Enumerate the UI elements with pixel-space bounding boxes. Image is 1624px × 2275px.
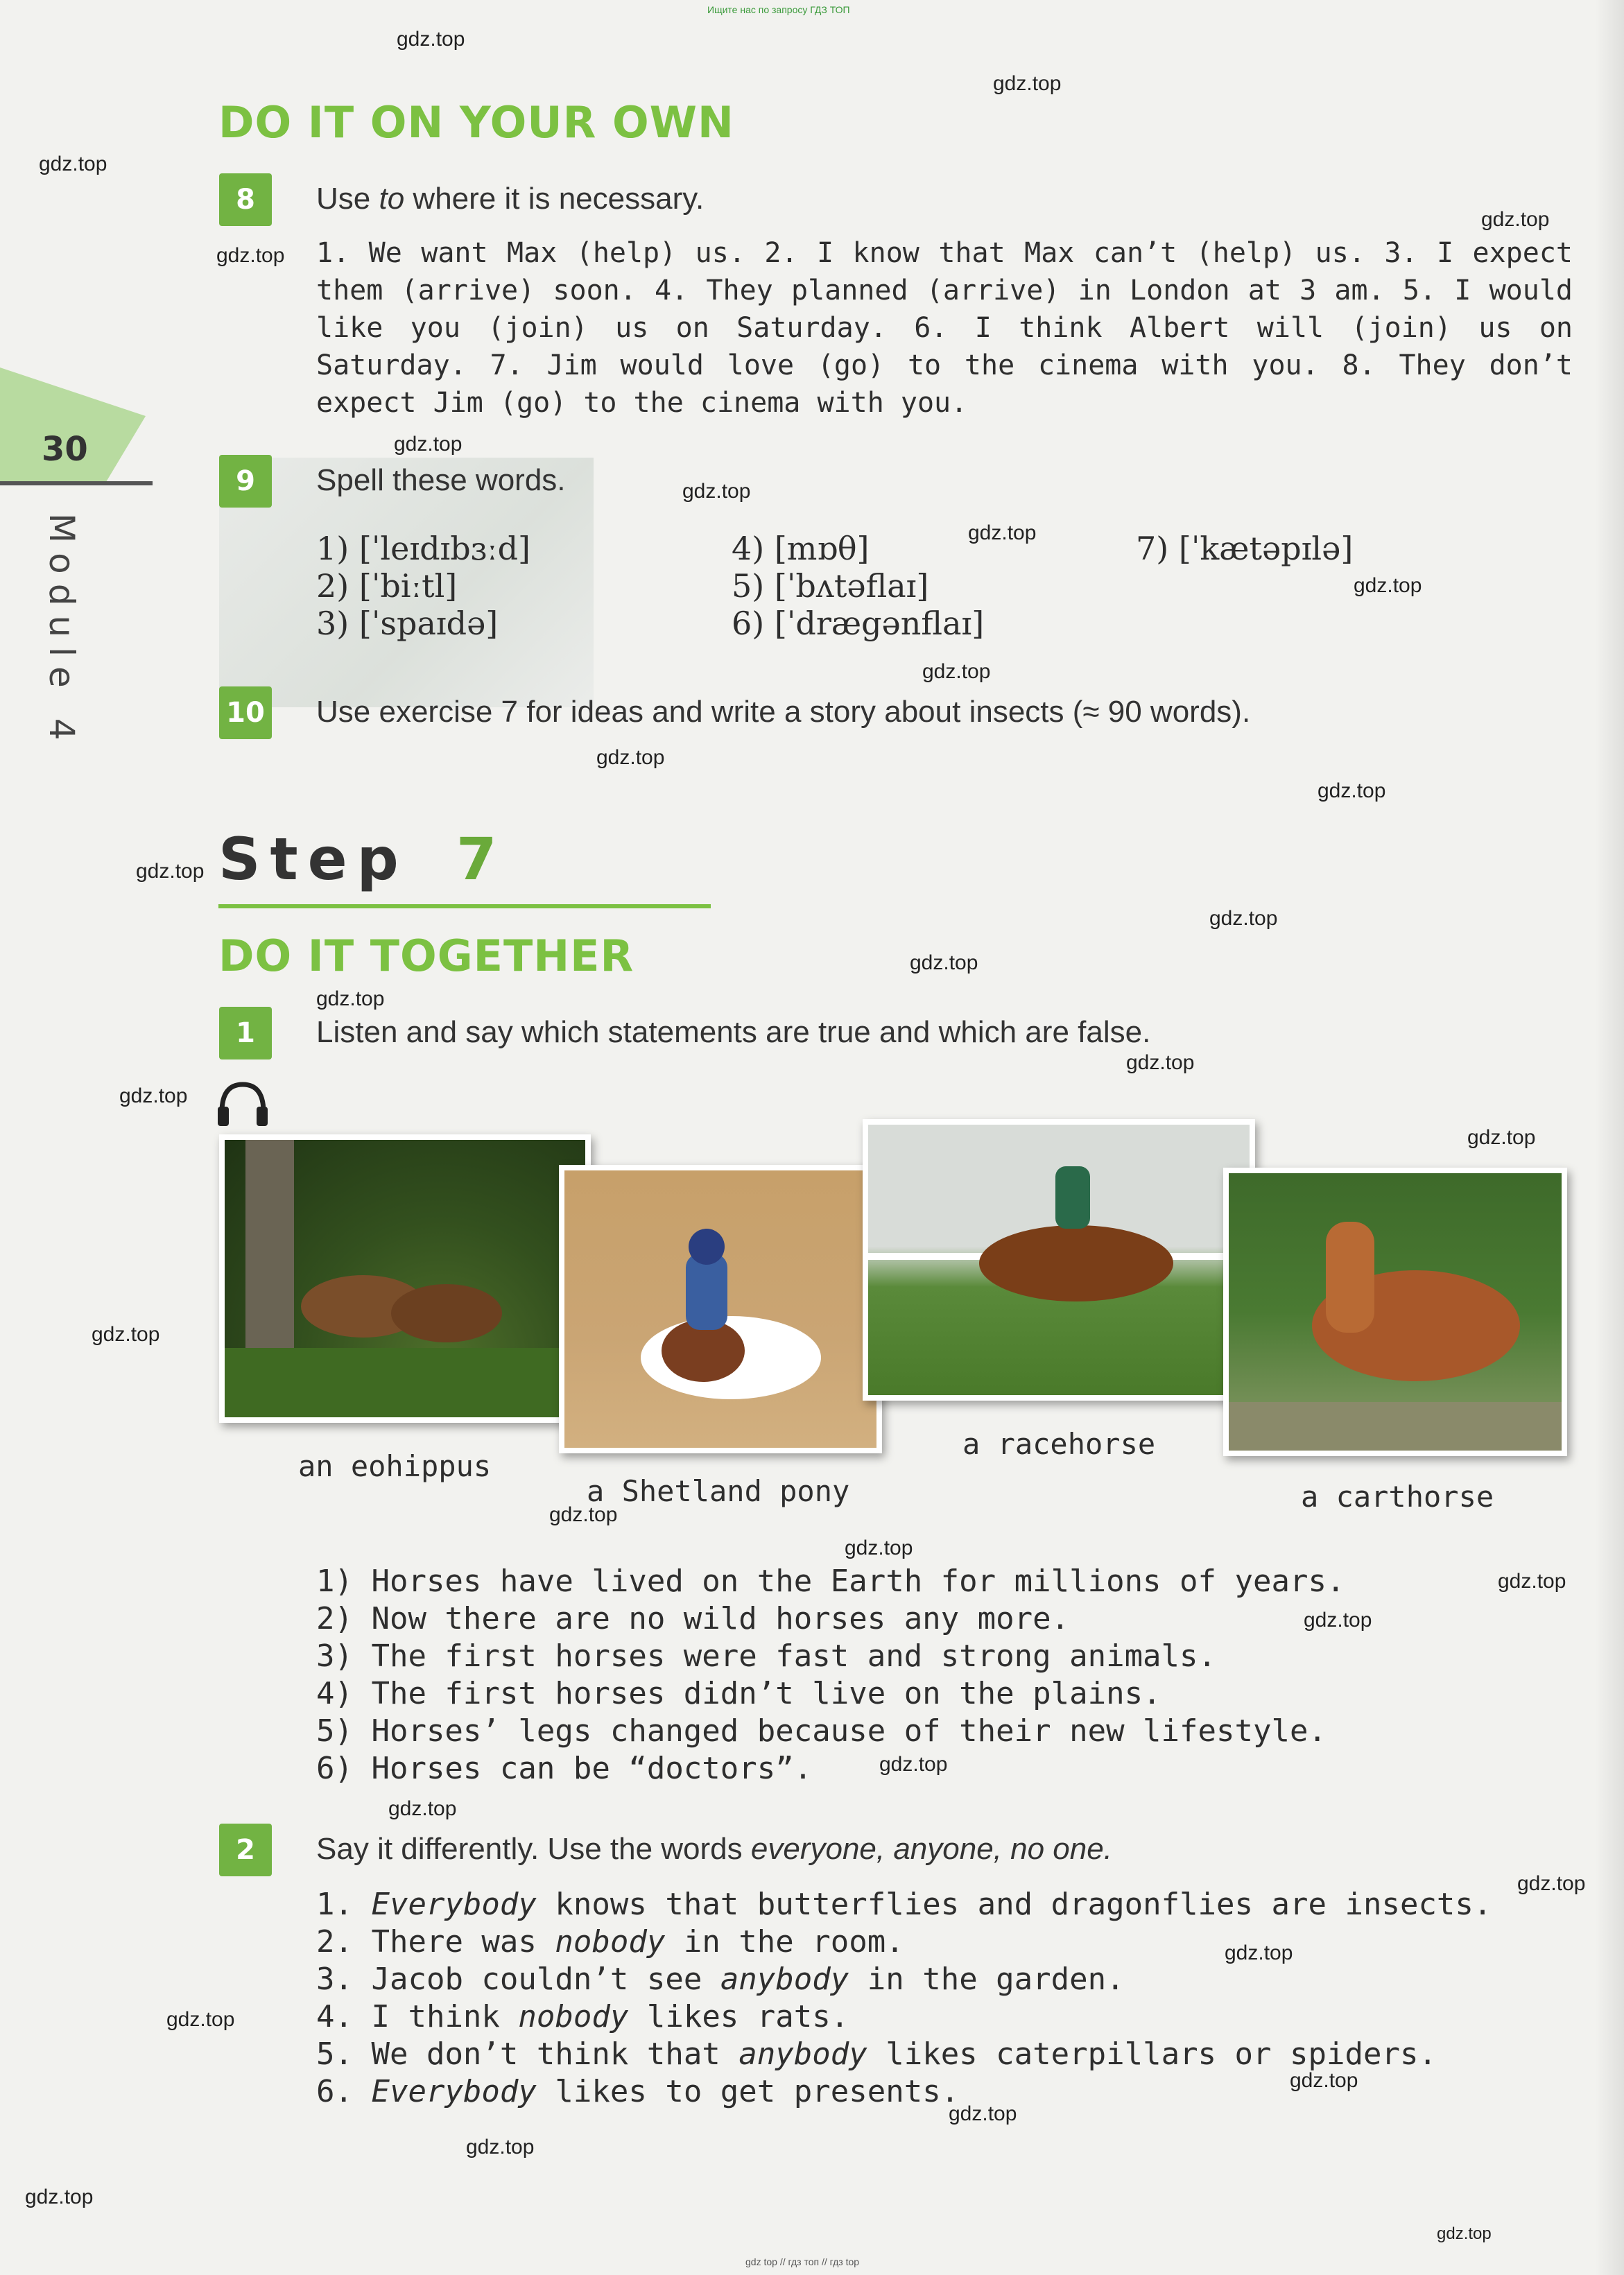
sentence-3: 3. Jacob couldn’t see anybody in the garden. — [316, 1962, 1125, 1997]
step-heading — [218, 825, 496, 893]
watermark: gdz.top — [216, 244, 285, 267]
watermark: gdz.top — [1437, 2224, 1492, 2243]
page-edge — [1595, 0, 1624, 2275]
watermark: gdz.top — [1225, 1941, 1293, 1964]
statement-4: 4) The first horses didn’t live on the plains. — [316, 1676, 1161, 1711]
watermark: gdz.top — [1498, 1570, 1566, 1593]
watermark: gdz.top — [1290, 2069, 1358, 2092]
word-2: 2) [ˈbiːtl] — [316, 567, 458, 605]
exercise-8-instruction: Use to where it is necessary. — [316, 182, 705, 216]
module-label: Module 4 — [42, 513, 82, 750]
sentence-1: 1. Everybody knows that butterflies and dragonflies are insects. — [316, 1887, 1492, 1922]
top-banner[interactable]: Ищите нас по запросу ГДЗ ТОП — [707, 4, 850, 15]
watermark: gdz.top — [25, 2186, 94, 2208]
exercise-number-8: 8 — [219, 173, 272, 226]
section-heading-do-it-together: DO IT TOGETHER — [218, 931, 634, 981]
statement-5: 5) Horses’ legs changed because of their new lifestyle. — [316, 1713, 1327, 1749]
watermark: gdz.top — [922, 660, 991, 683]
caption-carthorse: a carthorse — [1301, 1480, 1494, 1514]
watermark: gdz.top — [1304, 1609, 1372, 1632]
sentence-2: 2. There was nobody in the room. — [316, 1924, 904, 1960]
page-number-rule — [0, 481, 153, 485]
watermark: gdz.top — [92, 1323, 160, 1346]
statement-3: 3) The first horses were fast and strong animals. — [316, 1638, 1217, 1674]
watermark: gdz.top — [949, 2102, 1017, 2125]
watermark: gdz.top — [316, 987, 385, 1010]
watermark: gdz.top — [1481, 208, 1550, 231]
watermark: gdz.top — [1354, 574, 1422, 597]
step-rule — [218, 904, 711, 908]
bottom-banner[interactable]: gdz top // гдз топ // гдз top — [745, 2256, 860, 2267]
watermark: gdz.top — [397, 28, 465, 51]
photo-carthorse — [1223, 1168, 1567, 1456]
page-number: 30 — [42, 430, 88, 469]
statement-6: 6) Horses can be “doctors”. — [316, 1751, 813, 1786]
exercise-2-instruction: Say it differently. Use the words everyone, anyone, no one. — [316, 1832, 1112, 1866]
headphones-icon[interactable] — [215, 1079, 270, 1130]
photo-eohippus — [219, 1134, 591, 1423]
exercise-1-instruction: Listen and say which statements are true and which are false. — [316, 1015, 1151, 1049]
statement-2: 2) Now there are no wild horses any more. — [316, 1601, 1070, 1636]
caption-shetland-pony: a Shetland pony — [587, 1474, 850, 1508]
watermark: gdz.top — [596, 746, 665, 769]
watermark: gdz.top — [166, 2008, 235, 2031]
watermark: gdz.top — [466, 2136, 535, 2159]
watermark: gdz.top — [968, 521, 1037, 544]
watermark: gdz.top — [394, 433, 463, 456]
watermark: gdz.top — [388, 1797, 457, 1820]
step-number: 7 — [456, 825, 497, 893]
caption-eohippus: an eohippus — [298, 1449, 492, 1483]
word-7: 7) [ˈkætəpɪlə] — [1136, 530, 1354, 567]
exercise-number-9: 9 — [219, 455, 272, 508]
exercise-9-instruction: Spell these words. — [316, 463, 566, 497]
exercise-number-1: 1 — [219, 1007, 272, 1059]
watermark: gdz.top — [1209, 907, 1278, 930]
watermark: gdz.top — [1467, 1126, 1536, 1149]
word-3: 3) [ˈspaɪdə] — [316, 605, 499, 642]
exercise-8-text: 1. We want Max (help) us. 2. I know that Max can’t (help) us. 3. I expect them (arrive) soon. 4. They planned (arrive) in London at 3 am. 5. I would like you (join) us on Saturday. 6. I think Albert will (join) us on Saturday. 7. Jim would love (go) to the cinema with you. 8. They don’t expect Jim (go) to the cinema with you. — [316, 237, 1573, 419]
sentence-5: 5. We don’t think that anybody likes caterpillars or spiders. — [316, 2036, 1437, 2072]
exercise-10-instruction: Use exercise 7 for ideas and write a story about insects (≈ 90 words). — [316, 695, 1251, 729]
watermark: gdz.top — [1126, 1051, 1195, 1074]
exercise-number-10: 10 — [219, 686, 272, 739]
photo-racehorse — [863, 1119, 1255, 1401]
sentence-6: 6. Everybody likes to get presents. — [316, 2074, 960, 2109]
word-6: 6) [ˈdrægənflaɪ] — [732, 605, 985, 642]
sentence-4: 4. I think nobody likes rats. — [316, 1999, 849, 2034]
watermark: gdz.top — [879, 1753, 948, 1776]
step-word: Step — [218, 825, 408, 893]
watermark: gdz.top — [39, 153, 107, 175]
exercise-number-2: 2 — [219, 1824, 272, 1876]
word-5: 5) [ˈbʌtəflaɪ] — [732, 567, 929, 605]
word-4: 4) [mɒθ] — [732, 530, 870, 567]
word-1: 1) [ˈleɪdɪbɜːd] — [316, 530, 530, 567]
photo-shetland-pony — [559, 1165, 882, 1453]
watermark: gdz.top — [845, 1537, 913, 1559]
watermark: gdz.top — [1318, 779, 1386, 802]
watermark: gdz.top — [993, 72, 1062, 95]
caption-racehorse: a racehorse — [962, 1427, 1156, 1461]
watermark: gdz.top — [1517, 1872, 1586, 1895]
statement-1: 1) Horses have lived on the Earth for millions of years. — [316, 1564, 1345, 1599]
section-heading-do-it-on-your-own: DO IT ON YOUR OWN — [218, 97, 734, 148]
watermark: gdz.top — [136, 860, 205, 883]
watermark: gdz.top — [682, 480, 751, 503]
watermark: gdz.top — [119, 1084, 188, 1107]
watermark: gdz.top — [549, 1503, 618, 1526]
watermark: gdz.top — [910, 951, 978, 974]
